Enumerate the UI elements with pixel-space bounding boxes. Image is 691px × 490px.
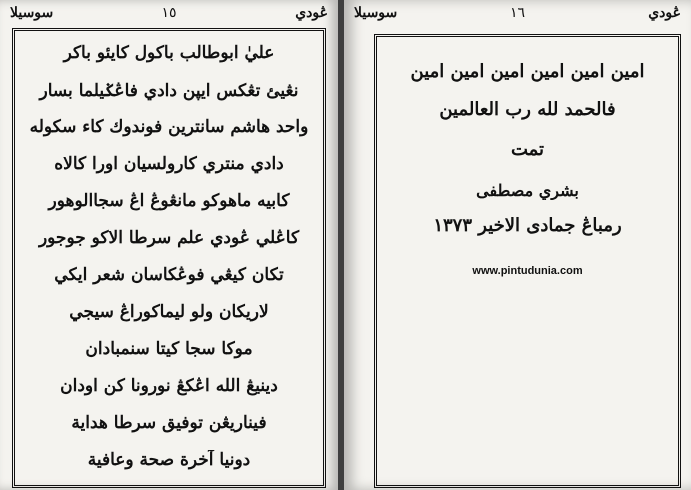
tammat-line: تمت bbox=[510, 139, 545, 160]
left-page-header bbox=[10, 4, 328, 24]
left-header-title: ڠودي bbox=[295, 5, 328, 21]
right-page bbox=[344, 0, 691, 490]
right-header-title: ڠودي bbox=[648, 5, 681, 21]
author-signature: بشري مصطفى bbox=[476, 181, 579, 200]
left-header-book-name: سوسيلا bbox=[10, 5, 54, 21]
website-watermark: www.pintudunia.com bbox=[472, 265, 583, 277]
right-header-book-name: سوسيلا bbox=[354, 5, 398, 21]
right-page-header bbox=[354, 4, 681, 24]
left-poem-lines bbox=[25, 37, 313, 481]
poem-line: كابيه ماهوكو مانڠوڠ اڠ سجاالوهور bbox=[48, 191, 290, 211]
poem-line: كاڠلي ڠودي علم سرطا الاكو جوجور bbox=[38, 228, 300, 248]
right-text-frame bbox=[374, 34, 681, 488]
poem-line: تكان كيڠي فوڠكاسان شعر ايكي bbox=[54, 265, 284, 285]
amen-line: امين امين امين امين امين امين bbox=[410, 61, 645, 82]
poem-line: فيناريڠن توفيق سرطا هداية bbox=[71, 413, 267, 433]
poem-line: لاريكان ولو ليماكوراڠ سيجي bbox=[69, 302, 269, 322]
poem-line: دادي منتري كارولسيان اورا كالاه bbox=[54, 154, 284, 174]
poem-line: موكا سجا كيتا سنمبادان bbox=[85, 339, 253, 359]
date-line: رمباڠ جمادى الاخير ١٣٧٣ bbox=[433, 215, 622, 236]
poem-line: نڠيئ تڠكس ايڽن دادي فاڠݢيلما بسار bbox=[39, 81, 299, 101]
poem-line: دينيڠ الله اڠكڠ نورونا كن اودان bbox=[60, 376, 278, 396]
hamdalah-line: فالحمد لله رب العالمين bbox=[439, 99, 616, 120]
poem-line: واحد هاشم سانترين فوندوك كاء سكوله bbox=[29, 117, 309, 137]
right-page-number: ١٦ bbox=[509, 5, 526, 21]
poem-line: عليٰ ابوطالب باكول كايئو باكر bbox=[63, 43, 275, 63]
poem-line: دونيا آخرة صحة وعافية bbox=[87, 450, 251, 470]
left-text-frame bbox=[12, 28, 326, 488]
left-page bbox=[0, 0, 338, 490]
left-page-number: ١٥ bbox=[161, 5, 177, 21]
right-closing-lines bbox=[387, 43, 668, 481]
